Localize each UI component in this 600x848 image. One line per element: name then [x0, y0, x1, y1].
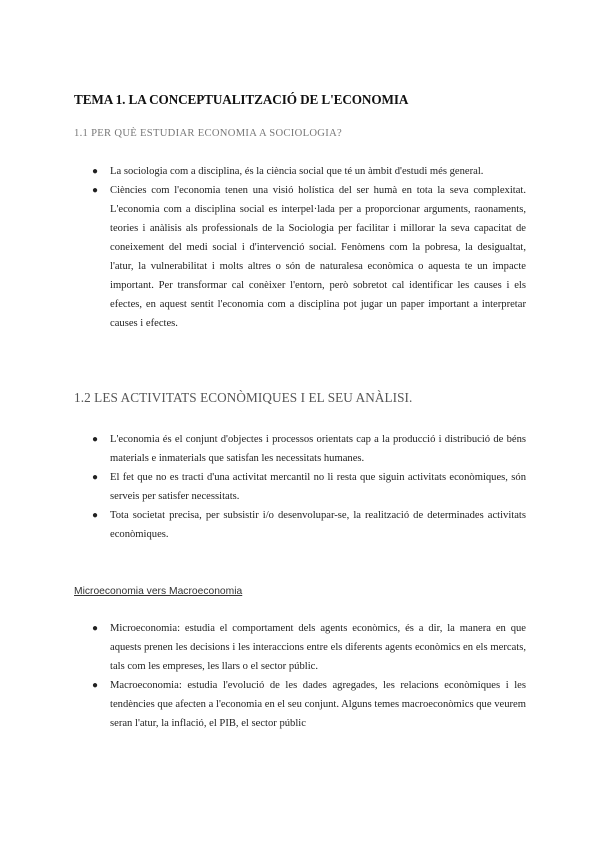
section-1-2-bullet-list	[92, 430, 526, 544]
list-item-text: Microeconomia: estudia el comportament dels agents econòmics, és a dir, la manera en que aquests prenen les decisions i les interaccions entre els diferents agents econòmics en els mercats, tals com les empreses, les llars o el sector públic.	[110, 623, 526, 672]
bullet-icon: ●	[92, 472, 99, 483]
micro-macro-bullet-list	[92, 619, 526, 733]
section-1-1-bullet-list	[92, 162, 526, 333]
subsection-heading-micro-macro: Microeconomia vers Macroeconomia	[74, 586, 243, 597]
list-item	[92, 619, 526, 676]
bullet-icon: ●	[92, 623, 99, 634]
list-item-text: El fet que no es tracti d'una activitat mercantil no li resta que siguin activitats econòmiques, són serveis per satisfer necessitats.	[110, 472, 526, 502]
document-title: TEMA 1. LA CONCEPTUALITZACIÓ DE L'ECONOMIA	[74, 92, 409, 107]
list-item	[92, 506, 526, 544]
bullet-icon: ●	[92, 510, 99, 521]
list-item	[92, 676, 526, 733]
bullet-icon: ●	[92, 185, 99, 196]
section-heading-1-2: 1.2 LES ACTIVITATS ECONÒMIQUES I EL SEU ANÀLISI.	[74, 390, 413, 405]
list-item	[92, 430, 526, 468]
bullet-icon: ●	[92, 166, 99, 177]
section-heading-1-1: 1.1 PER QUÈ ESTUDIAR ECONOMIA A SOCIOLOGIA?	[74, 128, 343, 139]
list-item	[92, 181, 526, 333]
bullet-icon: ●	[92, 680, 99, 691]
list-item-text: La sociologia com a disciplina, és la ciència social que té un àmbit d'estudi més general.	[110, 166, 484, 177]
list-item	[92, 468, 526, 506]
list-item	[92, 162, 526, 181]
list-item-text: L'economia és el conjunt d'objectes i processos orientats cap a la producció i distribució de béns materials e inmaterials que satisfan les necessitats humanes.	[110, 434, 526, 464]
list-item-text: Ciències com l'economia tenen una visió holística del ser humà en tota la seva complexitat. L'economia com a disciplina social es interpel·lada per a proporcionar arguments, raonaments, teories i anàlisis als professionals de la Sociologia per facilitar i millorar la seva capacitat de coneixement del medi social i d'intervenció social. Fenòmens com la pobresa, la desigualtat, l'atur, la vulnerabilitat i molts altres o són de naturalesa econòmica o aquesta te un impacte important. Per transformar cal conèixer l'entorn, però sobretot cal identificar les causes i els efectes, en aquest sentit l'economia com a disciplina pot jugar un paper important a interpretar causes i efectes.	[110, 185, 526, 329]
bullet-icon: ●	[92, 434, 99, 445]
list-item-text: Macroeconomia: estudia l'evolució de les dades agregades, les relacions econòmiques i les tendències que afecten a l'economia en el seu conjunt. Alguns temes macroeconòmics que veurem seran l'atur, la inflació, el PIB, el sector públic	[110, 680, 526, 729]
list-item-text: Tota societat precisa, per subsistir i/o desenvolupar-se, la realització de determinades activitats econòmiques.	[110, 510, 526, 540]
